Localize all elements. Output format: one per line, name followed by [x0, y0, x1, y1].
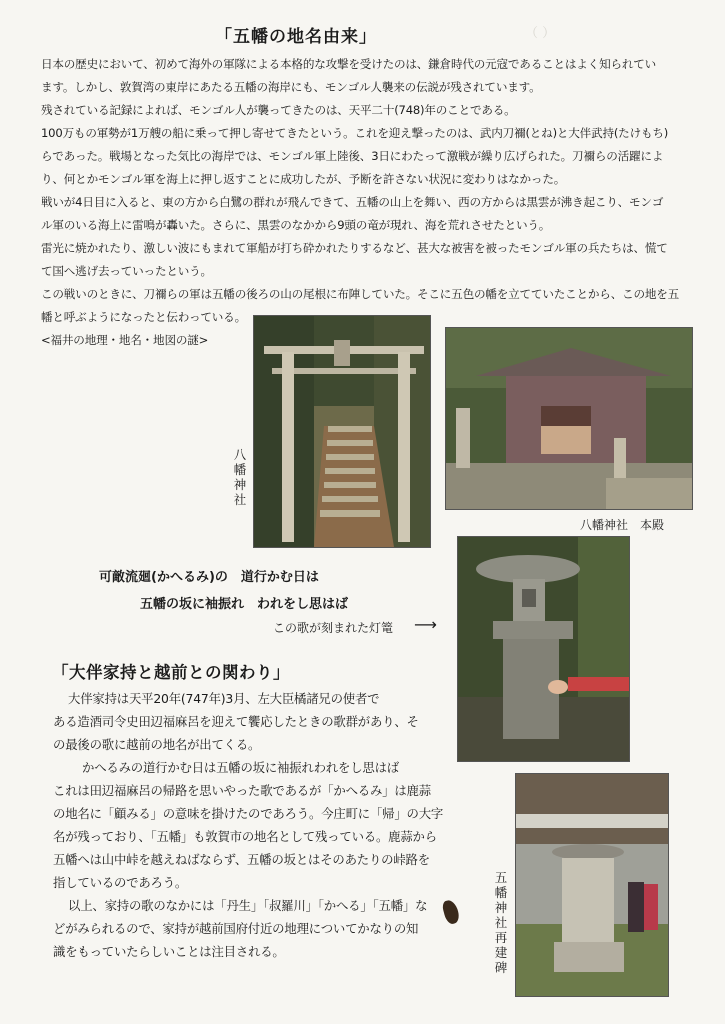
section2-line: どがみられるので、家持が越前国府付近の地理についてかなりの知 [53, 921, 419, 936]
section2-line: 識をもっていたらしいことは注目される。 [53, 944, 285, 959]
section2-line: ある造酒司令史田辺福麻呂を迎えて饗応したときの歌群があり、そ [53, 714, 419, 729]
monument-caption: 五幡神社再建碑 [494, 870, 508, 975]
section2-line: これは田辺福麻呂の帰路を思いやった歌であるが「かへるみ」は鹿蒜 [53, 783, 431, 798]
section1-line: 雷光に焼かれたり、激しい波にもまれて軍船が打ち砕かれたりするなど、甚大な被害を被ったモンゴル軍の兵たちは、慌て [41, 241, 668, 255]
section1-title: 「五幡の地名由来」 [215, 27, 377, 47]
section1-line: 日本の歴史において、初めて海外の軍隊による本格的な攻撃を受けたのは、鎌倉時代の元寇であることはよく知られてい [41, 57, 657, 71]
bleed-through-text: （ ） [525, 26, 556, 41]
ink-stain [441, 899, 461, 926]
lantern-caption: この歌が刻まれた灯篭 [273, 621, 394, 635]
section2-poem-line: かへるみの道行かむ日は五幡の坂に袖振れわれをし思はば [82, 760, 399, 775]
torii-photo [253, 315, 431, 548]
section2-title: 「大伴家持と越前との関わり」 [52, 663, 290, 682]
section1-line: この戦いのときに、刀禰らの軍は五幡の後ろの山の尾根に布陣していた。そこに五色の幡を立てていたことから、この地を五 [41, 287, 680, 301]
section2-line: 以上、家持の歌のなかには「丹生」「叔羅川」「かへる」「五幡」な [68, 898, 428, 913]
section1-line: らであった。戦場となった気比の海岸では、モンゴル軍上陸後、3日にわたって激戦が繰り広げられた。刀禰らの活躍によ [41, 149, 664, 163]
section1-line: ル軍のいる海上に雷鳴が轟いた。さらに、黒雲のなかから9頭の竜が現れ、海を荒れさせたという。 [41, 218, 551, 232]
monument-photo [515, 773, 669, 997]
shrine-main-hall-caption: 八幡神社 本殿 [580, 518, 665, 532]
section2-line: 指しているのであろう。 [53, 875, 188, 890]
shrine-main-hall-photo [445, 327, 693, 510]
section2-line: 大伴家持は天平20年(747年)3月、左大臣橘諸兄の使者で [68, 691, 380, 706]
torii-caption: 八幡神社 [233, 447, 247, 507]
section1-line: り、何とかモンゴル軍を海上に押し返すことに成功したが、予断を許さない状況に変わりはなかった。 [41, 172, 566, 186]
section2-line: の地名に「顧みる」の意味を掛けたのであろう。今庄町に「帰」の大字 [53, 806, 444, 821]
poem-line-2: 五幡の坂に袖振れ われをし思はば [140, 597, 349, 612]
section2-line: 五幡へは山中峠を越えねばならず、五幡の坂とはそのあたりの峠路を [53, 852, 430, 867]
section1-line: ます。しかし、敦賀湾の東岸にあたる五幡の海岸にも、モンゴル人襲来の伝説が残されています。 [41, 80, 541, 94]
source-citation: <福井の地理・地名・地図の謎> [41, 333, 209, 347]
arrow-right-icon: ⟶ [414, 615, 437, 634]
section1-line: て国へ逃げ去っていったという。 [41, 264, 212, 278]
section1-line: 幡と呼ぶようになったと伝わっている。 [41, 310, 246, 324]
section1-line: 戦いが4日目に入ると、東の方から白鷺の群れが飛んできて、五幡の山上を舞い、西の方からは黒雲が沸き起こり、モンゴ [41, 195, 664, 209]
stone-lantern-photo [457, 536, 630, 762]
section2-line: 名が残っており、「五幡」も敦賀市の地名として残っている。鹿蒜から [53, 829, 437, 844]
section1-line: 100万もの軍勢が1万艘の船に乗って押し寄せてきたという。これを迎え撃ったのは、武内刀禰(とね)と大伴武持(たけもち) [41, 126, 669, 140]
poem-line-1: 可敵流廻(かへるみ)の 道行かむ日は [99, 570, 319, 585]
section1-line: 残されている記録によれば、モンゴル人が襲ってきたのは、天平二十(748)年のことである。 [41, 103, 516, 117]
section2-line: の最後の歌に越前の地名が出てくる。 [53, 737, 261, 752]
